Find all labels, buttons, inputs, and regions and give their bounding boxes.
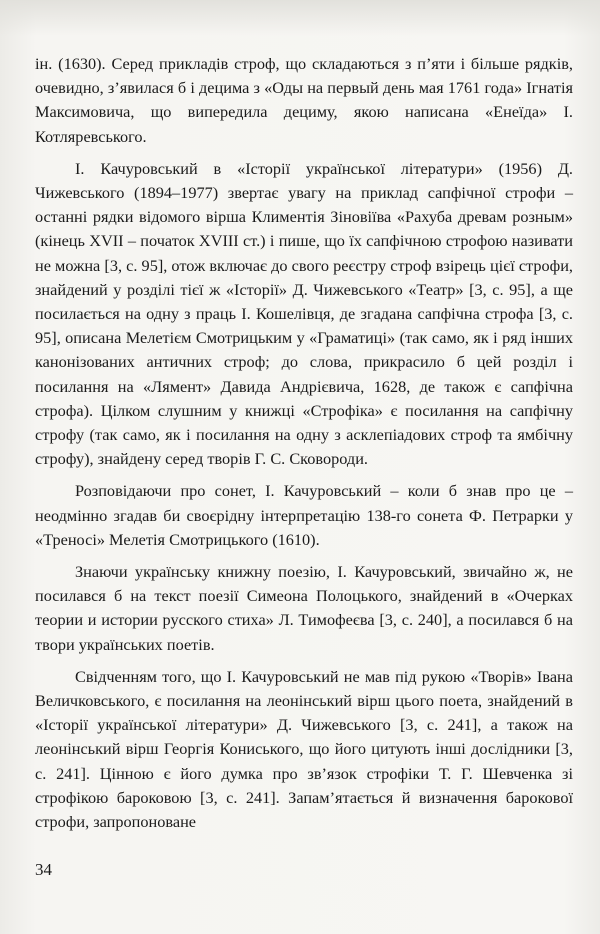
body-text bbox=[35, 52, 573, 834]
paragraph-4: Знаючи українську книжну поезію, І. Качуровський, звичайно ж, не посилався б на текст поезії Симеона Полоцького, знайдений в «Очерках теории и истории русского стиха» Л. Тимофеєва [3, с. 240], а посилався б на твори українських поетів. bbox=[35, 562, 573, 654]
page-number: 34 bbox=[35, 860, 52, 879]
paragraph-5: Свідченням того, що І. Качуровський не мав під рукою «Творів» Івана Величковського, є посилання на леонінський вірш цього поета, знайдений в «Історії української літератури» Д. Чижевського [3, с. 241], а також на леонінський вірш Георгія Кониського, що його цитують інші дослідники [3, с. 241]. Цінною є його думка про зв’язок строфіки Т. Г. Шевченка зі строфікою бароковою [3, с. 241]. Запам’ятається й визначення барокової строфи, запропоноване bbox=[35, 666, 573, 832]
paragraph-1: ін. (1630). Серед прикладів строф, що складаються з п’яти і більше рядків, очевидно, з’явилася б і децима з «Оды на первый день мая 1761 года» Ігнатія Максимовича, що випередила дециму, якою написана «Енеїда» І. Котляревського. bbox=[35, 54, 573, 146]
paragraph-2: І. Качуровський в «Історії української літератури» (1956) Д. Чижевського (1894–1977) звертає увагу на приклад сапфічної строфи – останні рядки відомого вірша Климентія Зіновіїва «Рахуба древам розным» (кінець XVII – початок XVIII ст.) і пише, що їх сапфічною строфою називати не можна [3, с. 95], отож включає до свого реєстру строф взірець цієї строфи, знайдений у розділі тієї ж «Історії» Д. Чижевського «Театр» [3, с. 95], а ще посилається на одну з праць І. Кошелівця, де згадана сапфічна строфа [3, с. 95], описана Мелетієм Смотрицьким у «Граматиці» (так само, як і ряд інших канонізованих античних строф; до слова, прикрасило б цей розділ і посилання на «Лямент» Давида Андрієвича, 1628, де також є сапфічна строфа). Цілком слушним у книжці «Строфіка» є посилання на сапфічну строфу (так само, як і посилання на одну з асклепіадових строф та ямбічну строфу), знайдену серед творів Г. С. Сковороди. bbox=[35, 158, 573, 469]
scan-shadow bbox=[0, 0, 600, 36]
paragraph-3: Розповідаючи про сонет, І. Качуровський – коли б знав про це – неодмінно згадав би своєрідну інтерпретацію 138-го сонета Ф. Петрарки у «Треносі» Мелетія Смотрицького (1610). bbox=[35, 481, 573, 549]
